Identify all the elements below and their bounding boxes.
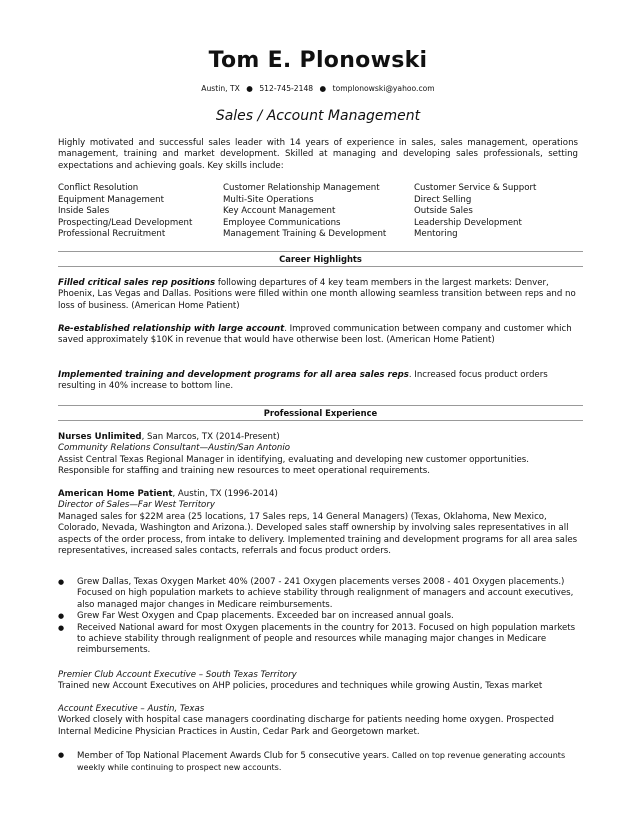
bullet-separator: ● xyxy=(246,84,253,93)
skill: Direct Selling xyxy=(414,194,472,205)
role-achievement-list xyxy=(58,750,580,775)
section-heading-career-highlights: Career Highlights xyxy=(58,251,583,267)
achievement-list xyxy=(58,577,580,657)
skill: Mentoring xyxy=(414,229,458,240)
skill: Multi-Site Operations xyxy=(223,194,314,205)
candidate-name: Tom E. Plonowski xyxy=(208,48,428,73)
job-description: Managed sales for $22M area (25 locations, 17 Sales reps, 14 General Managers) (Texas, Oklahoma, New Mexico, Colorado, Nevada, Washington and Arizona.). Developed sales staff ownership by involving sales representatives in all aspects of the order process, from intake to delivery. Implemented training and development programs for all area sales representatives, increased sales contacts, referrals and focus product orders. xyxy=(58,511,578,557)
skills-table xyxy=(58,183,578,241)
skill: Prospecting/Lead Development xyxy=(58,217,193,228)
role-account-executive xyxy=(58,704,580,738)
skill: Professional Recruitment xyxy=(58,229,166,240)
section-heading-professional-experience: Professional Experience xyxy=(58,405,583,421)
job-description: Assist Central Texas Regional Manager in identifying, evaluating and developing new customer opportunities. Responsible for staffing and training new resources to meet operational requirements. xyxy=(58,454,529,477)
achievement-text-small: Called on top revenue generating accounts weekly while continuing to prospect new accounts. xyxy=(77,751,566,773)
skill: Conflict Resolution xyxy=(58,183,139,193)
skill: Inside Sales xyxy=(58,206,110,217)
role-description: Trained new Account Executives on AHP policies, procedures and techniques while growing Austin, Texas market xyxy=(58,681,543,692)
role-title: Account Executive – Austin, Texas xyxy=(58,704,205,714)
email: tomplonowski@yahoo.com xyxy=(332,84,435,93)
achievement-item: ● Grew Dallas, Texas Oxygen Market 40% (2007 - 241 Oxygen placements verses 2008 - 401 Oxygen placements.) Focused on high population markets to achieve stability through realignment of managers and account executives, also managed major changes in Medicare reimbursements. xyxy=(58,577,580,611)
skill: Employee Communications xyxy=(223,217,341,228)
highlight-text: . Improved communication between company and customer which saved approximately $10K in revenue that would have otherwise been lost. (American Home Patient) xyxy=(58,324,572,346)
company-name: Nurses Unlimited xyxy=(58,432,142,442)
achievement-item: ● Received National award for most Oxygen placements in the country for 2013. Focused on high population markets to achieve stability through realignment of people and resources while managing major changes in Medicare reimbursements. xyxy=(58,623,580,657)
target-role: Sales / Account Management xyxy=(215,108,421,124)
skill: Customer Service & Support xyxy=(414,183,537,193)
skills-column-1 xyxy=(58,183,223,241)
contact-line xyxy=(58,84,578,93)
achievement-item xyxy=(58,750,580,775)
highlight-item xyxy=(58,324,580,347)
highlight-item xyxy=(58,278,580,312)
skills-column-3 xyxy=(414,183,578,241)
summary: Highly motivated and successful sales leader with 14 years of experience in sales, sales management, operations management, training and market development. Skilled at managing and developing sales professionals, setting expectations and achieving goals. Key skills include: xyxy=(58,138,578,171)
highlight-lead: Filled critical sales rep positions xyxy=(58,278,216,288)
highlight-lead: Implemented training and development programs for all area sales reps xyxy=(58,370,409,380)
job-title: Community Relations Consultant—Austin/San Antonio xyxy=(58,443,290,454)
skill: Outside Sales xyxy=(414,206,473,217)
highlight-item xyxy=(58,370,580,393)
skills-column-2 xyxy=(223,183,414,241)
skill: Leadership Development xyxy=(414,217,522,228)
job-title: Director of Sales—Far West Territory xyxy=(58,500,215,511)
job-american-home-patient xyxy=(58,489,580,557)
skill: Key Account Management xyxy=(223,206,336,217)
skill: Management Training & Development xyxy=(223,229,387,240)
company-name: American Home Patient xyxy=(58,489,173,499)
role-premier-club xyxy=(58,670,580,693)
skill: Equipment Management xyxy=(58,194,164,205)
location: Austin, TX xyxy=(201,84,240,93)
achievement-item: ● Grew Far West Oxygen and Cpap placements. Exceeded bar on increased annual goals. xyxy=(58,611,580,622)
company-details: , Austin, TX (1996-2014) xyxy=(172,489,278,499)
phone: 512-745-2148 xyxy=(259,84,314,93)
company-details: , San Marcos, TX (2014-Present) xyxy=(141,432,280,442)
highlight-text: . Increased focus product orders resulting in 40% increase to bottom line. xyxy=(58,370,548,392)
bullet-separator: ● xyxy=(319,84,327,93)
skill: Customer Relationship Management xyxy=(223,183,380,193)
highlight-lead: Re-established relationship with large account xyxy=(58,324,285,334)
highlight-text: following departures of 4 key team members in the largest markets: Denver, Phoenix, Las Vegas and Dallas. Positions were filled within one month allowing seamless transition between reps and no loss of business. (American Home Patient) xyxy=(58,278,576,311)
job-nurses-unlimited xyxy=(58,432,580,478)
achievement-text: Member of Top National Placement Awards Club for 5 consecutive years. xyxy=(77,751,392,761)
role-description: Worked closely with hospital case managers coordinating discharge for patients needing home oxygen. Prospected Internal Medicine Physician Practices in Austin, Cedar Park and Georgetown market. xyxy=(58,715,554,737)
role-title: Premier Club Account Executive – South Texas Territory xyxy=(58,670,297,680)
